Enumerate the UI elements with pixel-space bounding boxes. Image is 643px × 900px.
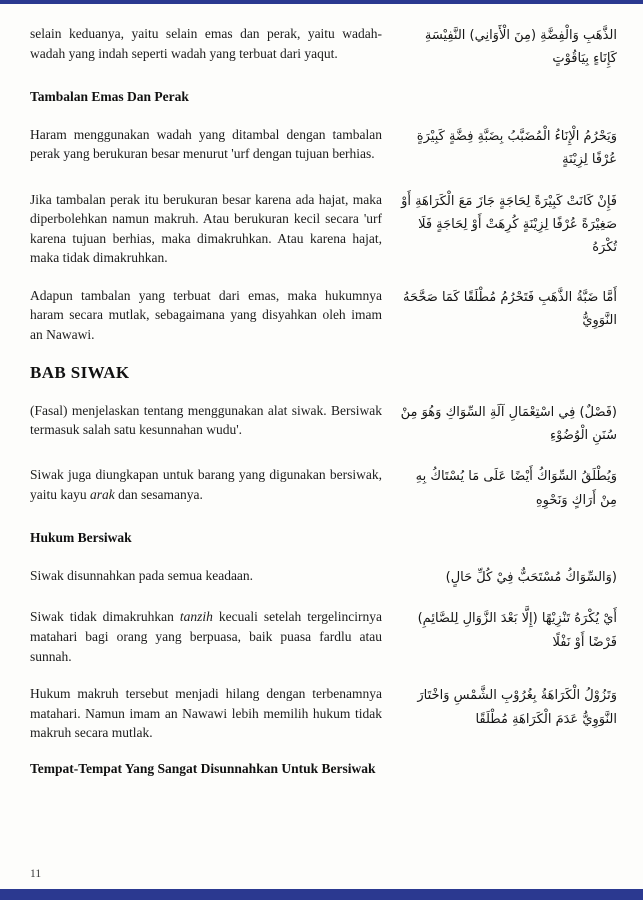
indonesian-text [30, 465, 382, 504]
arabic-text: (فَصْلٌ) فِي اسْتِعْمَالِ آلَةِ السِّوَاكِ وَهُوَ مِنْ سُنَنِ الْوُضُوْءِ [400, 404, 617, 443]
text-segment: dan sesamanya. [114, 486, 203, 502]
arabic-text: أَيْ يُكْرَهُ تَنْزِيْهًا (إِلَّا بَعْدَ الزَّوَالِ لِلصَّائِمِ) فَرْضًا أَوْ نَفْلًا [417, 611, 617, 650]
indonesian-text: selain keduanya, yaitu selain emas dan perak, yaitu wadah-wadah yang indah seperti wadah yang terbuat dari yaqut. [30, 26, 382, 61]
arabic-text: فَإِنْ كَانَتْ كَبِيْرَةً لِحَاجَةٍ جَازَ مَعَ الْكَرَاهَةِ أَوْ صَغِيْرَةً عُرْفًا لِزِيْنَةٍ كُرِهَتْ أَوْ لِحَاجَةٍ فَلَا تُكْرَهُ [401, 193, 617, 256]
paragraph-row [30, 401, 617, 448]
arabic-text: (وَالسِّوَاكُ مُسْتَحَبٌّ فِيْ كُلِّ حَالٍ) [445, 570, 617, 586]
paragraph-row [30, 465, 617, 512]
section-heading-tempat: Tempat-Tempat Yang Sangat Disunnahkan Untuk Bersiwak [30, 760, 376, 776]
indonesian-text [30, 607, 382, 666]
indonesian-text: (Fasal) menjelaskan tentang menggunakan alat siwak. Bersiwak termasuk salah satu kesunnahan wudu'. [30, 402, 382, 438]
indonesian-text: Siwak disunnahkan pada semua keadaan. [30, 568, 254, 584]
arabic-text: وَيَحْرُمُ الْإِنَاءُ الْمُضَبَّبُ بِضَبَّةِ فِضَّةٍ كَبِيْرَةٍ عُرْفًا لِزِيْنَةٍ [416, 128, 617, 168]
page-number: 11 [30, 868, 42, 880]
chapter-heading-bab-siwak: BAB SIWAK [30, 362, 130, 382]
indonesian-text: Jika tambalan perak itu berukuran besar karena ada hajat, maka diperbolehkan namun makruh. Atau berukuran kecil secara 'urf karena tujuan berhias, maka dimakruhkan. Atau karena hajat, maka tidak dimakruhkan. [30, 191, 382, 266]
italic-term-tanzih: tanzih [179, 609, 213, 625]
section-heading-hukum-bersiwak: Hukum Bersiwak [30, 530, 132, 546]
indonesian-text: Haram menggunakan wadah yang ditambal dengan tambalan perak yang berukuran besar menurut 'urf dengan tujuan berhias. [30, 126, 382, 162]
arabic-text: وَيُطْلَقُ السِّوَاكُ أَيْضًا عَلَى مَا يُسْتَاكُ بِهِ مِنْ أَرَاكٍ وَنَحْوِهِ [415, 469, 617, 508]
section-heading-tambalan: Tambalan Emas Dan Perak [30, 88, 189, 104]
paragraph-row [30, 190, 617, 268]
bottom-border-bar [0, 889, 643, 900]
text-segment: kecuali setelah tergelincirnya matahari bagi orang yang berpuasa, baik puasa fardlu atau sunnah. [30, 609, 382, 664]
indonesian-text: Adapun tambalan yang terbuat dari emas, maka hukumnya haram secara mutlak, sebagaimana yang disyahkan oleh imam an Nawawi. [30, 287, 382, 342]
paragraph-row [30, 286, 617, 345]
paragraph-row [30, 607, 617, 666]
arabic-text: الذَّهَبِ وَالْفِضَّةِ (مِنَ الْأَوَانِي) النَّفِيْسَةِ كَإِنَاءٍ بِيَاقُوْتٍ [424, 28, 617, 67]
text-segment: Siwak tidak dimakruhkan [30, 609, 180, 625]
top-border-bar [0, 0, 643, 4]
arabic-text: أَمَّا ضَبَّةُ الذَّهَبِ فَتَحْرُمُ مُطْلَقًا كَمَا صَحَّحَهُ النَّوَوِيُّ [403, 289, 617, 329]
paragraph-row [30, 125, 617, 172]
paragraph-row [30, 566, 617, 589]
paragraph-row [30, 684, 617, 743]
page-content [30, 24, 617, 777]
arabic-text: وَتَزُوْلُ الْكَرَاهَةُ بِغُرُوْبِ الشَّمْسِ وَاخْتَارَ النَّوَوِيُّ عَدَمَ الْكَرَاهَةِ مُطْلَقًا [417, 688, 617, 727]
indonesian-text: Hukum makruh tersebut menjadi hilang dengan terbenamnya matahari. Namun imam an Nawawi lebih memilih hukum tidak makruh secara mutlak. [30, 686, 382, 741]
italic-term-arak: arak [90, 486, 115, 502]
paragraph-row [30, 24, 617, 71]
text-segment: Siwak juga diungkapan untuk barang yang digunakan bersiwak, yaitu kayu [30, 467, 382, 502]
